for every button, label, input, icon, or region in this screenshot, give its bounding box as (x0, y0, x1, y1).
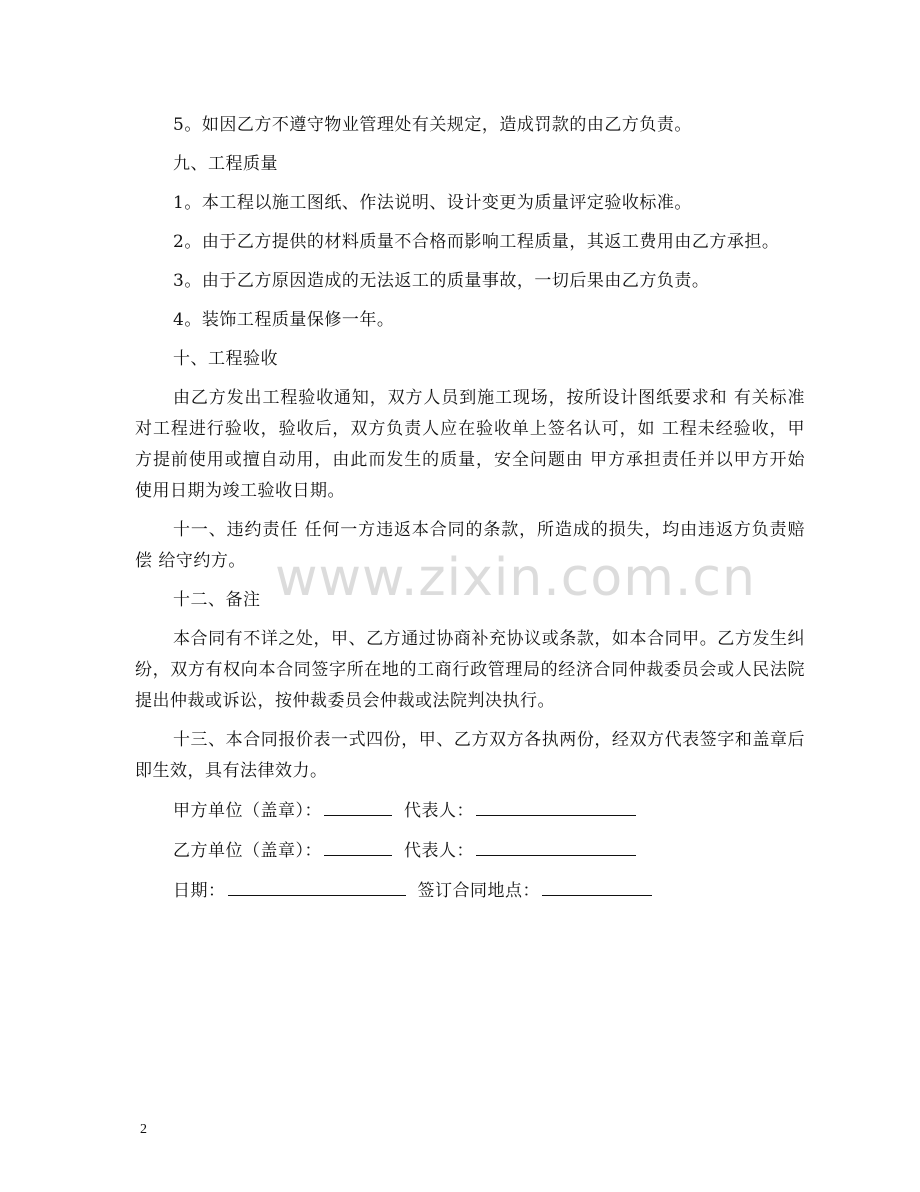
quality-item-2: 2。由于乙方提供的材料质量不合格而影响工程质量，其返工费用由乙方承担。 (173, 232, 780, 252)
date-place-row (135, 875, 805, 907)
quality-item-3: 3。由于乙方原因造成的无法返工的质量事故，一切后果由乙方负责。 (173, 271, 710, 291)
section-heading-remarks: 十二、备注 (173, 590, 261, 610)
party-b-label: 乙方单位（盖章）： (173, 841, 322, 861)
copies-paragraph: 十三、本合同报价表一式四份，甲、乙方双方各执两份，经双方代表签字和盖章后即生效，具有法律效力。 (135, 730, 805, 781)
party-b-blank[interactable] (324, 835, 392, 856)
quality-item-1: 1。本工程以施工图纸、作法说明、设计变更为质量评定验收标准。 (173, 193, 692, 213)
party-a-rep-label: 代表人： (404, 801, 474, 821)
quality-item-4: 4。装饰工程质量保修一年。 (173, 310, 395, 330)
place-blank[interactable] (542, 875, 652, 896)
section-heading-quality: 九、工程质量 (173, 154, 278, 174)
party-a-blank[interactable] (324, 795, 392, 816)
date-label: 日期： (173, 881, 226, 901)
page-number: 2 (140, 1122, 147, 1137)
party-b-rep-blank[interactable] (476, 835, 636, 856)
breach-liability-paragraph: 十一、违约责任 任何一方违返本合同的条款，所造成的损失，均由违返方负责赔偿 给守约方。 (135, 520, 805, 571)
document-body (135, 110, 805, 915)
acceptance-paragraph: 由乙方发出工程验收通知，双方人员到施工现场，按所设计图纸要求和 有关标准对工程进行验收，验收后，双方负责人应在验收单上签名认可，如 工程未经验收，甲方提前使用或擅自动用，由此而发生的质量，安全问题由 甲方承担责任并以甲方开始使用日期为竣工验收日期。 (135, 388, 805, 501)
clause-5-penalty: 5。如因乙方不遵守物业管理处有关规定，造成罚款的由乙方负责。 (173, 115, 692, 135)
party-b-signature-row (135, 835, 805, 867)
party-b-rep-label: 代表人： (404, 841, 474, 861)
party-a-rep-blank[interactable] (476, 795, 636, 816)
watermark: www.zixin.com.cn (275, 548, 756, 608)
date-blank[interactable] (228, 875, 406, 896)
place-label: 签订合同地点： (417, 881, 540, 901)
party-a-label: 甲方单位（盖章）： (173, 801, 322, 821)
section-heading-acceptance: 十、工程验收 (173, 349, 278, 369)
remarks-paragraph: 本合同有不详之处，甲、乙方通过协商补充协议或条款，如本合同甲。乙方发生纠纷，双方有权向本合同签字所在地的工商行政管理局的经济合同仲裁委员会或人民法院提出仲裁或诉讼，按仲裁委员会仲裁或法院判决执行。 (135, 629, 805, 711)
party-a-signature-row (135, 795, 805, 827)
